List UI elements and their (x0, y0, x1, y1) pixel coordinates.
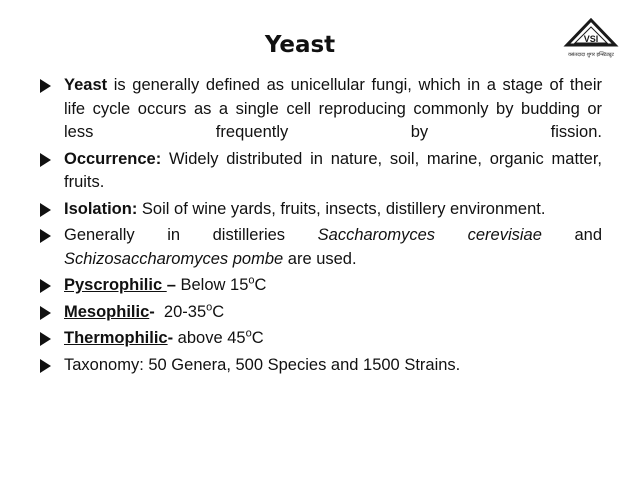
bullet-text: above 45 (173, 329, 246, 347)
arrow-bullet-icon (40, 279, 51, 293)
arrow-bullet-icon (40, 79, 51, 93)
bullet-distilleries (38, 224, 602, 271)
arrow-bullet-icon (40, 203, 51, 217)
bullet-text: and (541, 226, 602, 244)
bullet-thermophilic (38, 327, 602, 351)
bullet-text: Soil of wine yards, fruits, insects, distillery environment. (137, 199, 546, 218)
species-name: Saccharomyces cerevisiae (317, 226, 542, 244)
logo-subtext: वसंतदादा शुगर इन्स्टिट्यूट (568, 52, 614, 58)
bullet-term: Yeast (64, 76, 108, 94)
bullet-list (38, 74, 602, 380)
bullet-dash: - (167, 329, 174, 347)
bullet-dash: - (149, 302, 155, 321)
bullet-text: Widely distributed in nature, soil, marine, organic matter, fruits. (64, 149, 602, 191)
degree-sup: o (245, 327, 252, 340)
species-name: Schizosaccharomyces pombe (64, 249, 284, 268)
arrow-bullet-icon (40, 332, 51, 346)
bullet-term: Mesophilic (64, 302, 150, 321)
bullet-pyscrophilic (38, 274, 602, 298)
bullet-text: is generally defined as unicellular fungi, which in a stage of their life cycle occurs as a single cell reproducing commonly by budding or less frequently by fission. (64, 76, 602, 141)
bullet-term: Pyscrophilic (64, 276, 167, 294)
arrow-bullet-icon (40, 359, 51, 373)
arrow-bullet-icon (40, 306, 51, 320)
logo-text: VSI (583, 34, 599, 44)
degree-sup: o (248, 274, 255, 287)
slide-title: Yeast (264, 32, 336, 58)
unit: C (254, 276, 267, 294)
bullet-dash: – (166, 276, 176, 294)
bullet-text: Generally in distilleries (64, 226, 318, 244)
vsi-logo-icon (562, 18, 620, 62)
bullet-term: Occurrence: (64, 149, 162, 168)
arrow-bullet-icon (40, 229, 51, 243)
unit: C (212, 302, 225, 321)
bullet-term: Thermophilic (64, 329, 168, 347)
bullet-term: Isolation: (64, 199, 138, 218)
bullet-text: Below 15 (175, 276, 249, 294)
bullet-text: 20-35 (154, 302, 207, 321)
degree-sup: o (206, 301, 213, 313)
arrow-bullet-icon (40, 153, 51, 167)
bullet-occurrence (38, 148, 602, 195)
bullet-text: are used. (283, 249, 357, 268)
bullet-taxonomy (38, 354, 602, 378)
bullet-yeast-definition (38, 74, 602, 145)
bullet-isolation (38, 198, 602, 222)
bullet-text: Taxonomy: 50 Genera, 500 Species and 1500 Strains. (64, 355, 461, 374)
unit: C (251, 329, 264, 347)
bullet-mesophilic (38, 301, 602, 325)
